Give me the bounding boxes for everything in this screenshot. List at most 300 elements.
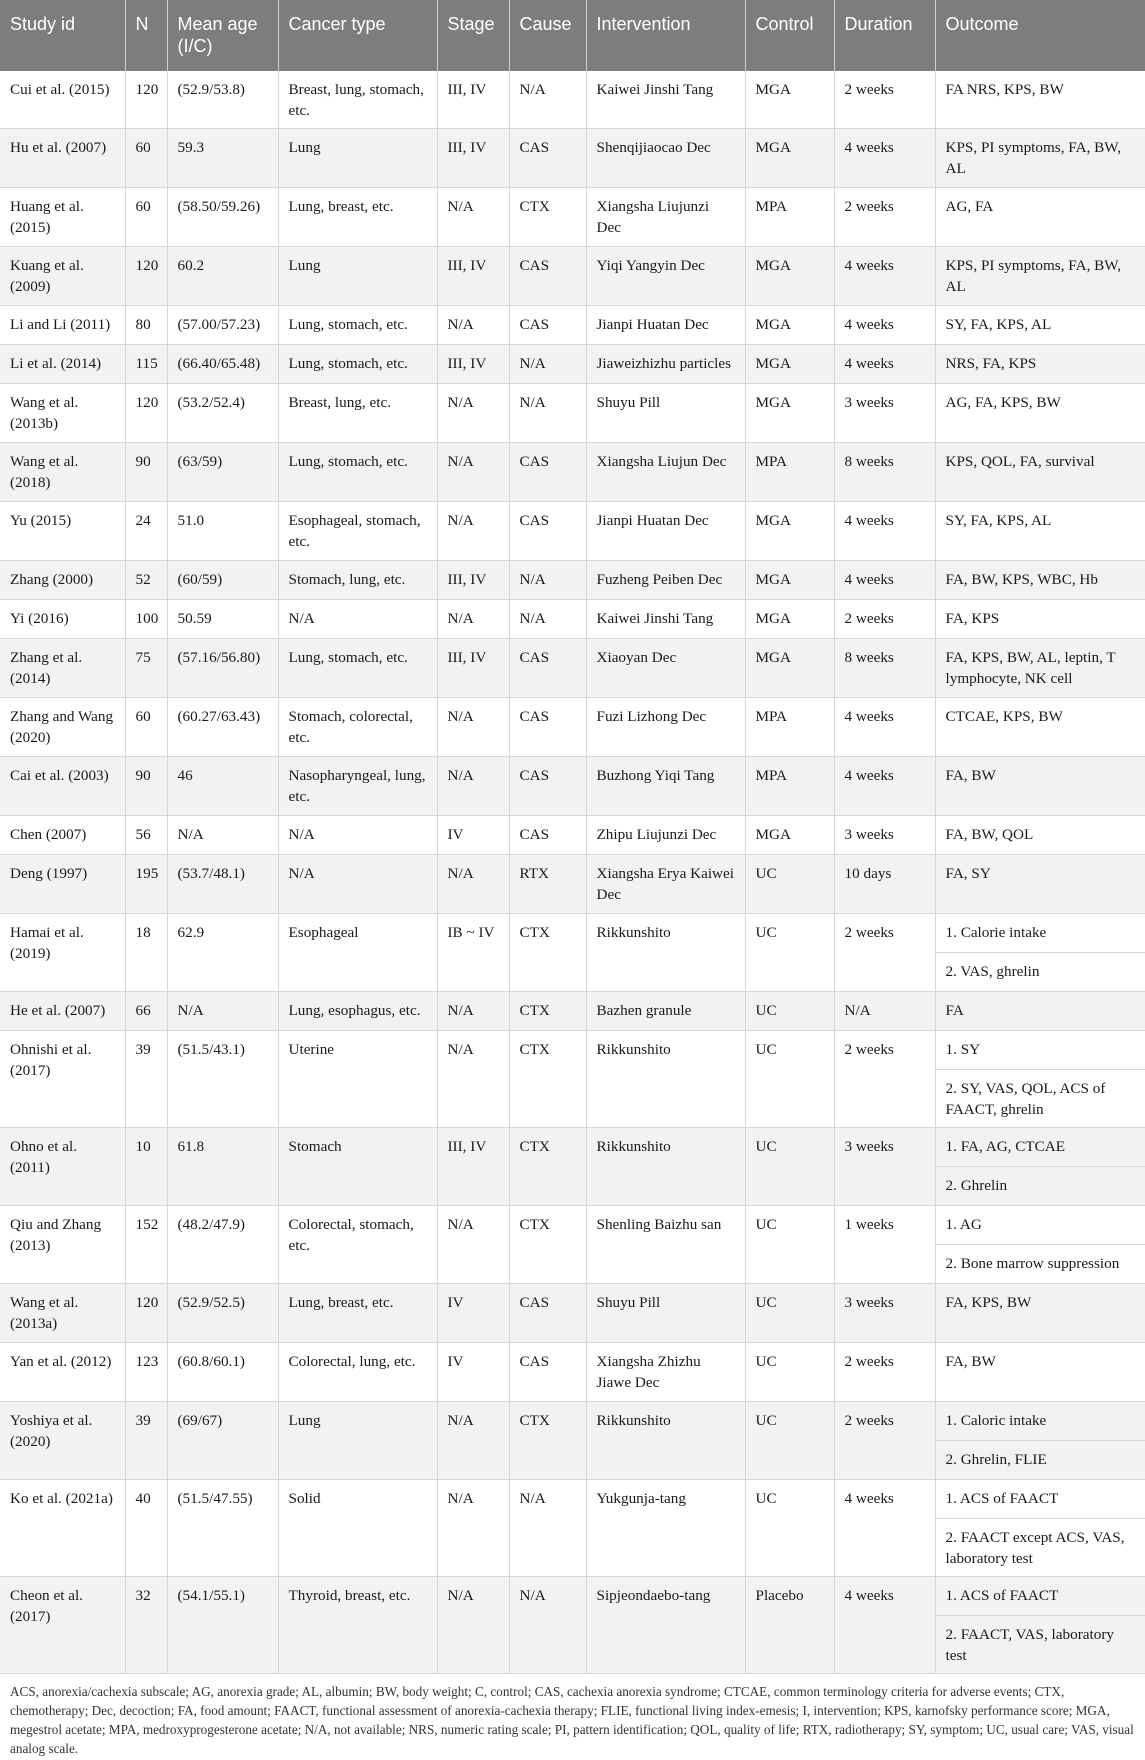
cancer-type-cell: Lung, stomach, etc. bbox=[278, 306, 437, 345]
intervention-cell: Xiaoyan Dec bbox=[586, 639, 745, 698]
intervention-cell: Shuyu Pill bbox=[586, 384, 745, 443]
stage-cell: III, IV bbox=[437, 561, 509, 600]
control-cell: UC bbox=[745, 1128, 834, 1206]
table-row bbox=[0, 1577, 1145, 1674]
study-id-cell: Cheon et al. (2017) bbox=[0, 1577, 125, 1674]
mean-age-cell: (66.40/65.48) bbox=[167, 345, 278, 384]
n-cell: 18 bbox=[125, 914, 167, 992]
mean-age-cell: (52.9/53.8) bbox=[167, 71, 278, 129]
outcome-cell bbox=[935, 129, 1145, 188]
outcome-cell bbox=[935, 1031, 1145, 1128]
stage-cell: N/A bbox=[437, 188, 509, 247]
outcome-text: FA, KPS, BW bbox=[945, 1294, 1032, 1311]
stage-cell: N/A bbox=[437, 992, 509, 1031]
intervention-cell: Bazhen granule bbox=[586, 992, 745, 1031]
cause-cell: N/A bbox=[509, 1577, 586, 1674]
control-cell: UC bbox=[745, 1206, 834, 1284]
table-row bbox=[0, 1206, 1145, 1284]
outcome-text: FA, BW bbox=[945, 767, 996, 784]
intervention-cell: Shenqijiaocao Dec bbox=[586, 129, 745, 188]
intervention-cell: Jianpi Huatan Dec bbox=[586, 502, 745, 561]
table-row bbox=[0, 600, 1145, 639]
cause-cell: N/A bbox=[509, 345, 586, 384]
table-body bbox=[0, 71, 1145, 1674]
table-row bbox=[0, 698, 1145, 757]
stage-cell: N/A bbox=[437, 1402, 509, 1480]
study-id-cell: Yan et al. (2012) bbox=[0, 1343, 125, 1402]
table-row bbox=[0, 1402, 1145, 1480]
control-cell: MGA bbox=[745, 502, 834, 561]
control-cell: MGA bbox=[745, 71, 834, 129]
intervention-cell: Rikkunshito bbox=[586, 1128, 745, 1206]
intervention-cell: Kaiwei Jinshi Tang bbox=[586, 71, 745, 129]
outcome-cell bbox=[935, 757, 1145, 816]
control-cell: MGA bbox=[745, 247, 834, 306]
n-cell: 32 bbox=[125, 1577, 167, 1674]
mean-age-cell: (63/59) bbox=[167, 443, 278, 502]
outcome-item: 1. Caloric intake bbox=[945, 1412, 1047, 1429]
study-id-cell: He et al. (2007) bbox=[0, 992, 125, 1031]
duration-cell: 2 weeks bbox=[834, 71, 935, 129]
table-row bbox=[0, 639, 1145, 698]
intervention-cell: Shuyu Pill bbox=[586, 1284, 745, 1343]
cause-cell: CTX bbox=[509, 992, 586, 1031]
table-row bbox=[0, 1031, 1145, 1128]
cause-cell: CAS bbox=[509, 1343, 586, 1402]
study-id-cell: Wang et al. (2018) bbox=[0, 443, 125, 502]
duration-cell: 4 weeks bbox=[834, 129, 935, 188]
cancer-type-cell: Lung, stomach, etc. bbox=[278, 345, 437, 384]
outcome-item: 1. AG bbox=[945, 1216, 982, 1233]
outcome-text: FA, BW bbox=[945, 1353, 996, 1370]
table-row bbox=[0, 502, 1145, 561]
cause-cell: CAS bbox=[509, 816, 586, 855]
n-cell: 10 bbox=[125, 1128, 167, 1206]
study-id-cell: Zhang et al. (2014) bbox=[0, 639, 125, 698]
intervention-cell: Xiangsha Erya Kaiwei Dec bbox=[586, 855, 745, 914]
mean-age-cell: (69/67) bbox=[167, 1402, 278, 1480]
outcome-text: FA, BW, KPS, WBC, Hb bbox=[945, 571, 1098, 588]
control-cell: MPA bbox=[745, 698, 834, 757]
study-id-cell: Yu (2015) bbox=[0, 502, 125, 561]
outcome-text: AG, FA bbox=[945, 198, 994, 215]
cancer-type-cell: Colorectal, stomach, etc. bbox=[278, 1206, 437, 1284]
study-id-cell: Qiu and Zhang (2013) bbox=[0, 1206, 125, 1284]
duration-cell: 3 weeks bbox=[834, 1128, 935, 1206]
table-row bbox=[0, 855, 1145, 914]
n-cell: 90 bbox=[125, 757, 167, 816]
outcome-item: 1. SY bbox=[945, 1041, 981, 1058]
study-id-cell: Kuang et al. (2009) bbox=[0, 247, 125, 306]
cause-cell: CAS bbox=[509, 639, 586, 698]
cancer-type-cell: Lung bbox=[278, 247, 437, 306]
stage-cell: IB ~ IV bbox=[437, 914, 509, 992]
n-cell: 40 bbox=[125, 1480, 167, 1577]
outcome-cell bbox=[935, 561, 1145, 600]
outcome-item: 2. SY, VAS, QOL, ACS of FAACT, ghrelin bbox=[936, 1069, 1145, 1127]
outcome-item: 1. FA, AG, CTCAE bbox=[945, 1138, 1066, 1155]
mean-age-cell: (57.00/57.23) bbox=[167, 306, 278, 345]
table-row bbox=[0, 443, 1145, 502]
control-cell: UC bbox=[745, 1480, 834, 1577]
outcome-text: FA NRS, KPS, BW bbox=[945, 81, 1064, 98]
outcome-cell bbox=[935, 1343, 1145, 1402]
cause-cell: N/A bbox=[509, 561, 586, 600]
stage-cell: IV bbox=[437, 1284, 509, 1343]
intervention-cell: Yukgunja-tang bbox=[586, 1480, 745, 1577]
outcome-cell bbox=[935, 71, 1145, 129]
n-cell: 60 bbox=[125, 129, 167, 188]
study-id-cell: Zhang (2000) bbox=[0, 561, 125, 600]
control-cell: MGA bbox=[745, 129, 834, 188]
cancer-type-cell: Breast, lung, stomach, etc. bbox=[278, 71, 437, 129]
outcome-cell bbox=[935, 443, 1145, 502]
study-id-cell: Cai et al. (2003) bbox=[0, 757, 125, 816]
table-row bbox=[0, 992, 1145, 1031]
outcome-item: 1. ACS of FAACT bbox=[945, 1490, 1059, 1507]
duration-cell: 4 weeks bbox=[834, 1577, 935, 1674]
stage-cell: N/A bbox=[437, 698, 509, 757]
mean-age-cell: (53.7/48.1) bbox=[167, 855, 278, 914]
cancer-type-cell: Colorectal, lung, etc. bbox=[278, 1343, 437, 1402]
cause-cell: CTX bbox=[509, 914, 586, 992]
duration-cell: 10 days bbox=[834, 855, 935, 914]
cause-cell: N/A bbox=[509, 71, 586, 129]
outcome-item: 2. VAS, ghrelin bbox=[936, 952, 1145, 991]
mean-age-cell: 46 bbox=[167, 757, 278, 816]
intervention-cell: Jianpi Huatan Dec bbox=[586, 306, 745, 345]
outcome-item: 2. Ghrelin bbox=[936, 1166, 1145, 1205]
outcome-text: KPS, PI symptoms, FA, BW, AL bbox=[945, 257, 1122, 295]
study-id-cell: Wang et al. (2013b) bbox=[0, 384, 125, 443]
mean-age-cell: 60.2 bbox=[167, 247, 278, 306]
stage-cell: N/A bbox=[437, 855, 509, 914]
control-cell: MPA bbox=[745, 188, 834, 247]
study-id-cell: Wang et al. (2013a) bbox=[0, 1284, 125, 1343]
n-cell: 100 bbox=[125, 600, 167, 639]
control-cell: MGA bbox=[745, 306, 834, 345]
n-cell: 75 bbox=[125, 639, 167, 698]
outcome-text: KPS, QOL, FA, survival bbox=[945, 453, 1095, 470]
n-cell: 66 bbox=[125, 992, 167, 1031]
duration-cell: 4 weeks bbox=[834, 306, 935, 345]
mean-age-cell: (51.5/47.55) bbox=[167, 1480, 278, 1577]
control-cell: MGA bbox=[745, 345, 834, 384]
n-cell: 56 bbox=[125, 816, 167, 855]
table-row bbox=[0, 1480, 1145, 1577]
duration-cell: 2 weeks bbox=[834, 600, 935, 639]
control-cell: UC bbox=[745, 914, 834, 992]
control-cell: UC bbox=[745, 992, 834, 1031]
cancer-type-cell: Uterine bbox=[278, 1031, 437, 1128]
mean-age-cell: (54.1/55.1) bbox=[167, 1577, 278, 1674]
study-id-cell: Ohno et al. (2011) bbox=[0, 1128, 125, 1206]
cancer-type-cell: Solid bbox=[278, 1480, 437, 1577]
cancer-type-cell: Esophageal, stomach, etc. bbox=[278, 502, 437, 561]
cancer-type-cell: Breast, lung, etc. bbox=[278, 384, 437, 443]
intervention-cell: Fuzi Lizhong Dec bbox=[586, 698, 745, 757]
mean-age-cell: (60.8/60.1) bbox=[167, 1343, 278, 1402]
mean-age-cell: (53.2/52.4) bbox=[167, 384, 278, 443]
stage-cell: N/A bbox=[437, 443, 509, 502]
cancer-type-cell: Lung, breast, etc. bbox=[278, 188, 437, 247]
outcome-text: KPS, PI symptoms, FA, BW, AL bbox=[945, 139, 1122, 177]
intervention-cell: Yiqi Yangyin Dec bbox=[586, 247, 745, 306]
intervention-cell: Sipjeondaebo-tang bbox=[586, 1577, 745, 1674]
cause-cell: CTX bbox=[509, 1206, 586, 1284]
outcome-cell bbox=[935, 1128, 1145, 1206]
mean-age-cell: 51.0 bbox=[167, 502, 278, 561]
stage-cell: N/A bbox=[437, 1206, 509, 1284]
outcome-cell bbox=[935, 698, 1145, 757]
table-row bbox=[0, 188, 1145, 247]
outcome-cell bbox=[935, 816, 1145, 855]
cause-cell: N/A bbox=[509, 384, 586, 443]
stage-cell: N/A bbox=[437, 1031, 509, 1128]
duration-cell: 2 weeks bbox=[834, 914, 935, 992]
mean-age-cell: (48.2/47.9) bbox=[167, 1206, 278, 1284]
stage-cell: III, IV bbox=[437, 129, 509, 188]
intervention-cell: Xiangsha Liujunzi Dec bbox=[586, 188, 745, 247]
n-cell: 120 bbox=[125, 384, 167, 443]
col-header-stage: Stage bbox=[437, 0, 509, 71]
mean-age-cell: 61.8 bbox=[167, 1128, 278, 1206]
duration-cell: 2 weeks bbox=[834, 1343, 935, 1402]
control-cell: MPA bbox=[745, 443, 834, 502]
n-cell: 123 bbox=[125, 1343, 167, 1402]
n-cell: 195 bbox=[125, 855, 167, 914]
mean-age-cell: (51.5/43.1) bbox=[167, 1031, 278, 1128]
study-id-cell: Zhang and Wang (2020) bbox=[0, 698, 125, 757]
cancer-type-cell: Lung, stomach, etc. bbox=[278, 443, 437, 502]
cause-cell: CTX bbox=[509, 1128, 586, 1206]
cause-cell: CAS bbox=[509, 698, 586, 757]
col-header-cancer-type: Cancer type bbox=[278, 0, 437, 71]
outcome-cell bbox=[935, 600, 1145, 639]
mean-age-cell: (58.50/59.26) bbox=[167, 188, 278, 247]
duration-cell: 8 weeks bbox=[834, 639, 935, 698]
cancer-type-cell: Esophageal bbox=[278, 914, 437, 992]
control-cell: MPA bbox=[745, 757, 834, 816]
table-row bbox=[0, 1128, 1145, 1206]
cause-cell: CTX bbox=[509, 1402, 586, 1480]
cause-cell: CTX bbox=[509, 1031, 586, 1128]
outcome-text: FA, BW, QOL bbox=[945, 826, 1034, 843]
duration-cell: 4 weeks bbox=[834, 345, 935, 384]
study-id-cell: Yi (2016) bbox=[0, 600, 125, 639]
cause-cell: N/A bbox=[509, 600, 586, 639]
outcome-text: FA bbox=[945, 1002, 964, 1019]
table-row bbox=[0, 914, 1145, 992]
intervention-cell: Buzhong Yiqi Tang bbox=[586, 757, 745, 816]
n-cell: 39 bbox=[125, 1402, 167, 1480]
table-row bbox=[0, 247, 1145, 306]
outcome-cell bbox=[935, 188, 1145, 247]
study-id-cell: Ohnishi et al. (2017) bbox=[0, 1031, 125, 1128]
duration-cell: N/A bbox=[834, 992, 935, 1031]
control-cell: MGA bbox=[745, 816, 834, 855]
n-cell: 39 bbox=[125, 1031, 167, 1128]
study-id-cell: Cui et al. (2015) bbox=[0, 71, 125, 129]
study-id-cell: Hamai et al. (2019) bbox=[0, 914, 125, 992]
cancer-type-cell: N/A bbox=[278, 600, 437, 639]
control-cell: UC bbox=[745, 1284, 834, 1343]
n-cell: 152 bbox=[125, 1206, 167, 1284]
table-row bbox=[0, 1284, 1145, 1343]
cancer-type-cell: Stomach bbox=[278, 1128, 437, 1206]
outcome-cell bbox=[935, 384, 1145, 443]
mean-age-cell: 62.9 bbox=[167, 914, 278, 992]
control-cell: UC bbox=[745, 1402, 834, 1480]
duration-cell: 3 weeks bbox=[834, 384, 935, 443]
outcome-cell bbox=[935, 1284, 1145, 1343]
mean-age-cell: (60/59) bbox=[167, 561, 278, 600]
n-cell: 120 bbox=[125, 71, 167, 129]
control-cell: MGA bbox=[745, 600, 834, 639]
cause-cell: CTX bbox=[509, 188, 586, 247]
stage-cell: N/A bbox=[437, 1480, 509, 1577]
outcome-cell bbox=[935, 306, 1145, 345]
col-header-mean-age: Mean age (I/C) bbox=[167, 0, 278, 71]
cancer-type-cell: Lung, esophagus, etc. bbox=[278, 992, 437, 1031]
table-row bbox=[0, 384, 1145, 443]
outcome-cell bbox=[935, 914, 1145, 992]
stage-cell: III, IV bbox=[437, 71, 509, 129]
duration-cell: 4 weeks bbox=[834, 1480, 935, 1577]
outcome-text: NRS, FA, KPS bbox=[945, 355, 1037, 372]
col-header-n: N bbox=[125, 0, 167, 71]
outcome-text: FA, KPS bbox=[945, 610, 1000, 627]
outcome-cell bbox=[935, 1577, 1145, 1674]
study-id-cell: Ko et al. (2021a) bbox=[0, 1480, 125, 1577]
control-cell: Placebo bbox=[745, 1577, 834, 1674]
outcome-text: FA, KPS, BW, AL, leptin, T lymphocyte, NK cell bbox=[945, 649, 1116, 687]
n-cell: 60 bbox=[125, 698, 167, 757]
study-id-cell: Hu et al. (2007) bbox=[0, 129, 125, 188]
mean-age-cell: 59.3 bbox=[167, 129, 278, 188]
table-row bbox=[0, 71, 1145, 129]
control-cell: UC bbox=[745, 1343, 834, 1402]
stage-cell: IV bbox=[437, 816, 509, 855]
n-cell: 115 bbox=[125, 345, 167, 384]
intervention-cell: Jiaweizhizhu particles bbox=[586, 345, 745, 384]
cause-cell: CAS bbox=[509, 1284, 586, 1343]
cancer-type-cell: Thyroid, breast, etc. bbox=[278, 1577, 437, 1674]
outcome-text: AG, FA, KPS, BW bbox=[945, 394, 1061, 411]
intervention-cell: Zhipu Liujunzi Dec bbox=[586, 816, 745, 855]
table-row bbox=[0, 816, 1145, 855]
duration-cell: 8 weeks bbox=[834, 443, 935, 502]
mean-age-cell: (57.16/56.80) bbox=[167, 639, 278, 698]
mean-age-cell: (60.27/63.43) bbox=[167, 698, 278, 757]
mean-age-cell: N/A bbox=[167, 992, 278, 1031]
mean-age-cell: N/A bbox=[167, 816, 278, 855]
stage-cell: III, IV bbox=[437, 639, 509, 698]
outcome-text: SY, FA, KPS, AL bbox=[945, 316, 1052, 333]
cancer-type-cell: Lung bbox=[278, 129, 437, 188]
stage-cell: N/A bbox=[437, 600, 509, 639]
cancer-type-cell: N/A bbox=[278, 855, 437, 914]
outcome-cell bbox=[935, 1206, 1145, 1284]
abbreviations-footnote: ACS, anorexia/cachexia subscale; AG, anorexia grade; AL, albumin; BW, body weight; C, control; CAS, cachexia anorexia syndrome; CTCAE, common terminology criteria for adverse events; CTX, chemotherapy; Dec, decoction; FA, food amount; FAACT, functional assessment of anorexia-cachexia therapy; FLIE, functional living index-emesis; I, intervention; KPS, karnofsky performance score; MGA, megestrol acetate; MPA, medroxyprogesterone acetate; N/A, not available; NRS, numeric rating scale; PI, pattern identification; QOL, quality of life; RTX, radiotherapy; SY, symptom; UC, usual care; VAS, visual analog scale. bbox=[10, 1684, 1134, 1756]
cause-cell: CAS bbox=[509, 306, 586, 345]
outcome-text: CTCAE, KPS, BW bbox=[945, 708, 1063, 725]
intervention-cell: Xiangsha Zhizhu Jiawe Dec bbox=[586, 1343, 745, 1402]
outcome-item: 1. ACS of FAACT bbox=[945, 1587, 1059, 1604]
table-row bbox=[0, 561, 1145, 600]
outcome-cell bbox=[935, 1480, 1145, 1577]
n-cell: 80 bbox=[125, 306, 167, 345]
intervention-cell: Xiangsha Liujun Dec bbox=[586, 443, 745, 502]
outcome-item: 2. Bone marrow suppression bbox=[936, 1244, 1145, 1283]
outcome-text: SY, FA, KPS, AL bbox=[945, 512, 1052, 529]
n-cell: 52 bbox=[125, 561, 167, 600]
outcome-item: 1. Calorie intake bbox=[945, 924, 1047, 941]
duration-cell: 4 weeks bbox=[834, 698, 935, 757]
outcome-cell bbox=[935, 247, 1145, 306]
outcome-cell bbox=[935, 992, 1145, 1031]
col-header-control: Control bbox=[745, 0, 834, 71]
stage-cell: N/A bbox=[437, 757, 509, 816]
col-header-study-id: Study id bbox=[0, 0, 125, 71]
cause-cell: N/A bbox=[509, 1480, 586, 1577]
table-row bbox=[0, 345, 1145, 384]
duration-cell: 3 weeks bbox=[834, 816, 935, 855]
control-cell: MGA bbox=[745, 639, 834, 698]
cause-cell: RTX bbox=[509, 855, 586, 914]
outcome-cell bbox=[935, 345, 1145, 384]
cancer-type-cell: Lung, breast, etc. bbox=[278, 1284, 437, 1343]
study-id-cell: Huang et al. (2015) bbox=[0, 188, 125, 247]
n-cell: 120 bbox=[125, 247, 167, 306]
stage-cell: III, IV bbox=[437, 247, 509, 306]
control-cell: UC bbox=[745, 1031, 834, 1128]
outcome-cell bbox=[935, 502, 1145, 561]
table-row bbox=[0, 129, 1145, 188]
study-id-cell: Yoshiya et al. (2020) bbox=[0, 1402, 125, 1480]
outcome-cell bbox=[935, 639, 1145, 698]
outcome-text: FA, SY bbox=[945, 865, 991, 882]
n-cell: 90 bbox=[125, 443, 167, 502]
duration-cell: 2 weeks bbox=[834, 1402, 935, 1480]
cause-cell: CAS bbox=[509, 757, 586, 816]
mean-age-cell: 50.59 bbox=[167, 600, 278, 639]
cause-cell: CAS bbox=[509, 129, 586, 188]
intervention-cell: Rikkunshito bbox=[586, 914, 745, 992]
stage-cell: N/A bbox=[437, 306, 509, 345]
outcome-cell bbox=[935, 855, 1145, 914]
duration-cell: 4 weeks bbox=[834, 757, 935, 816]
header-row bbox=[0, 0, 1145, 71]
col-header-intervention: Intervention bbox=[586, 0, 745, 71]
intervention-cell: Kaiwei Jinshi Tang bbox=[586, 600, 745, 639]
col-header-cause: Cause bbox=[509, 0, 586, 71]
col-header-duration: Duration bbox=[834, 0, 935, 71]
n-cell: 60 bbox=[125, 188, 167, 247]
intervention-cell: Shenling Baizhu san bbox=[586, 1206, 745, 1284]
cancer-type-cell: Lung, stomach, etc. bbox=[278, 639, 437, 698]
outcome-cell bbox=[935, 1402, 1145, 1480]
stage-cell: N/A bbox=[437, 502, 509, 561]
outcome-item: 2. Ghrelin, FLIE bbox=[936, 1440, 1145, 1479]
control-cell: MGA bbox=[745, 384, 834, 443]
intervention-cell: Rikkunshito bbox=[586, 1402, 745, 1480]
mean-age-cell: (52.9/52.5) bbox=[167, 1284, 278, 1343]
duration-cell: 1 weeks bbox=[834, 1206, 935, 1284]
n-cell: 24 bbox=[125, 502, 167, 561]
stage-cell: N/A bbox=[437, 1577, 509, 1674]
cause-cell: CAS bbox=[509, 443, 586, 502]
